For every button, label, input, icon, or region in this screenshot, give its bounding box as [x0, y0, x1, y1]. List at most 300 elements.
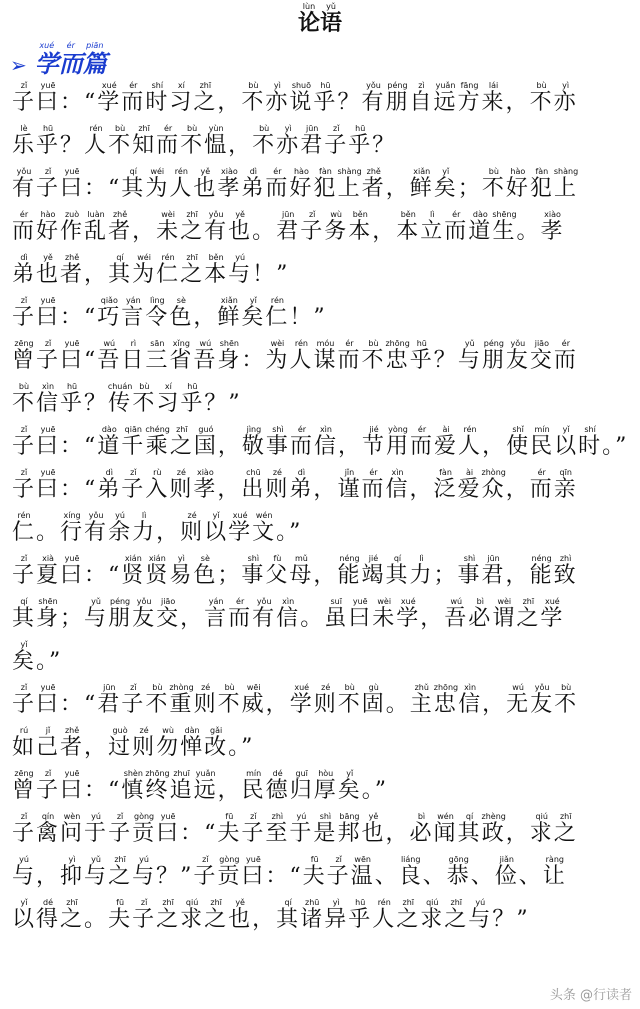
punctuation: 。” [602, 434, 629, 459]
pinyin: bù [361, 339, 386, 348]
pinyin: lùn [297, 2, 320, 11]
pinyin: ér [156, 124, 181, 133]
pinyin: qín [36, 812, 61, 821]
annotated-char: 有yǒu [361, 81, 386, 115]
pinyin: zhì [265, 812, 290, 821]
annotated-char: 弟dì [12, 253, 37, 287]
pinyin: zuò [60, 210, 85, 219]
pinyin: rén [84, 124, 109, 133]
annotated-char: 矣yǐ [337, 769, 362, 803]
pinyin: yǐ [12, 640, 36, 649]
annotated-char: 子zǐ [300, 210, 325, 244]
text-line [12, 339, 630, 382]
annotated-char: 千qiān [121, 425, 146, 459]
pinyin: zēng [12, 339, 36, 348]
pinyin: fàn [433, 468, 458, 477]
text-line [12, 726, 630, 769]
pinyin: zǐ [36, 769, 61, 778]
annotated-char: 传chuán [107, 382, 133, 416]
annotated-char: 节jié [361, 425, 386, 459]
pinyin: dì [97, 468, 122, 477]
pinyin: shàng [553, 167, 579, 176]
pinyin: zhī [169, 425, 194, 434]
punctuation: ， [337, 434, 362, 459]
annotated-char: 为wèi [265, 339, 290, 373]
pinyin: shì [313, 812, 338, 821]
annotated-char: 而ér [121, 81, 146, 115]
pinyin: xìn [276, 597, 301, 606]
annotated-char: 乎hū [313, 81, 338, 115]
pinyin: yǔ [84, 597, 109, 606]
annotated-char: 不bù [252, 124, 277, 158]
pinyin: hào [36, 210, 61, 219]
pinyin: shèn [121, 769, 146, 778]
annotated-char: 诸zhū [300, 898, 325, 932]
pinyin: dì [12, 253, 36, 262]
annotated-char: 民mín [530, 425, 555, 459]
pinyin: yǒu [530, 683, 555, 692]
pinyin: xué [289, 683, 314, 692]
pinyin: zǐ [108, 812, 133, 821]
pinyin: mǔ [289, 554, 314, 563]
annotated-char: 曰yuē [156, 812, 181, 846]
pinyin: guī [289, 769, 314, 778]
annotated-char: 知zhī [132, 124, 157, 158]
pinyin: yòng [386, 425, 410, 434]
pinyin: yǐ [554, 425, 579, 434]
pinyin: xué [396, 597, 421, 606]
annotated-char: 德dé [265, 769, 290, 803]
pinyin: yú [84, 812, 109, 821]
annotated-char: 来lái [481, 81, 506, 115]
punctuation: 。 [516, 219, 541, 244]
annotated-char: 固gù [361, 683, 386, 717]
pinyin: xìn [313, 425, 338, 434]
annotated-char: 日rì [121, 339, 146, 373]
annotated-char: 夫fū [217, 812, 242, 846]
pinyin: ér [410, 425, 435, 434]
annotated-char: 用yòng [386, 425, 411, 459]
punctuation: ， [385, 176, 410, 201]
annotated-char: 而ér [410, 425, 435, 459]
pinyin: shí [145, 81, 170, 90]
annotated-char: 曾zēng [12, 339, 37, 373]
annotated-char: 之zhī [553, 812, 578, 846]
annotated-char: 朋péng [481, 339, 506, 373]
punctuation: ， [505, 821, 530, 846]
pinyin: hū [409, 339, 434, 348]
annotated-char: 敬jìng [241, 425, 266, 459]
annotated-char: 其qí [457, 812, 482, 846]
annotated-char: 温wēn [350, 855, 375, 889]
pinyin: dàn [180, 726, 205, 735]
pinyin: wén [252, 511, 277, 520]
annotated-char: 不bù [12, 382, 37, 416]
annotated-char: 交jiāo [156, 597, 181, 631]
annotated-char: 弟dì [97, 468, 122, 502]
punctuation: ， [505, 477, 530, 502]
pinyin: qí [276, 898, 301, 907]
pinyin: yǒu [204, 210, 229, 219]
annotated-char: 曰yuē [36, 683, 61, 717]
annotated-char: 于yú [84, 812, 109, 846]
pinyin: yuē [36, 81, 61, 90]
pinyin: yuē [156, 812, 181, 821]
annotated-char: 乎hū [348, 898, 373, 932]
annotated-char: 与yǔ [84, 855, 109, 889]
annotated-char: 为wéi [145, 167, 170, 201]
annotated-char: 孝xiào [193, 468, 218, 502]
pinyin: rén [265, 296, 290, 305]
pinyin: zǐ [193, 855, 218, 864]
pinyin: rì [121, 339, 146, 348]
pinyin: yán [204, 597, 229, 606]
pinyin: gòng [132, 812, 157, 821]
pinyin: wéi [132, 253, 157, 262]
annotated-char: 乎hū [409, 339, 434, 373]
annotated-char: 与yú [132, 855, 157, 889]
punctuation: ？” [204, 391, 242, 416]
pinyin: rù [145, 468, 170, 477]
section-title [35, 41, 107, 79]
annotated-char: 人rén [289, 339, 314, 373]
annotated-char: 异yì [324, 898, 349, 932]
annotated-char: 亦yì [265, 81, 290, 115]
annotated-char: 事shì [457, 554, 482, 588]
pinyin: wèn [60, 812, 85, 821]
pinyin: yuǎn [193, 769, 218, 778]
annotated-char: 也yě [36, 253, 61, 287]
pinyin: shēng [492, 210, 517, 219]
pinyin: rén [169, 167, 194, 176]
annotated-char: 至zhì [265, 812, 290, 846]
punctuation: 、 [518, 864, 543, 889]
annotated-char: 是shì [313, 812, 338, 846]
text-line [12, 812, 630, 855]
annotated-char: 忠zhōng [385, 339, 410, 373]
punctuation: 。” [361, 778, 388, 803]
annotated-char: 务wù [324, 210, 349, 244]
pinyin: mín [530, 425, 555, 434]
annotated-char: 子zǐ [326, 855, 351, 889]
annotated-char: 者zhě [108, 210, 133, 244]
pinyin: luàn [84, 210, 109, 219]
pinyin: rén [289, 339, 314, 348]
annotated-char: 力lì [409, 554, 434, 588]
pinyin: xìn [36, 382, 61, 391]
punctuation: ， [217, 90, 242, 115]
pinyin: lè [12, 124, 36, 133]
annotated-char: 子zǐ [12, 683, 37, 717]
pinyin: jiāo [156, 597, 181, 606]
annotated-char: 吾wú [444, 597, 469, 631]
pinyin: zǐ [241, 812, 266, 821]
punctuation: ？ [372, 133, 397, 158]
pinyin: yǐ [433, 167, 458, 176]
annotated-char: 事shì [265, 425, 290, 459]
pinyin: dào [97, 425, 122, 434]
annotated-char: 己jǐ [36, 726, 61, 760]
annotated-char: 本běn [348, 210, 373, 244]
annotated-char: 其qí [276, 898, 301, 932]
annotated-char: 子zǐ [36, 339, 61, 373]
pinyin: bù [132, 382, 157, 391]
annotated-char: 谋móu [313, 339, 338, 373]
annotated-char: 与yǔ [457, 339, 482, 373]
annotated-char: 之zhī [180, 253, 205, 287]
annotated-char: 巧qiǎo [97, 296, 122, 330]
annotated-char: 贡gòng [217, 855, 242, 889]
annotated-char: 邦bāng [337, 812, 362, 846]
pinyin: wēn [350, 855, 375, 864]
pinyin: péng [481, 339, 506, 348]
annotated-char: 之zhī [60, 898, 85, 932]
pinyin: yuē [60, 339, 85, 348]
punctuation: ， [482, 434, 507, 459]
annotated-char: 母mǔ [289, 554, 314, 588]
pinyin: bù [241, 81, 266, 90]
pinyin: chū [241, 468, 266, 477]
annotated-char: 学xué [396, 597, 421, 631]
annotated-char: 也yě [361, 812, 386, 846]
pinyin: yì [265, 81, 290, 90]
punctuation: ：“ [84, 176, 122, 201]
pinyin: zǐ [12, 554, 37, 563]
annotated-char: 之zhī [193, 81, 218, 115]
pinyin: rén [156, 253, 181, 262]
punctuation: ？” [492, 907, 530, 932]
annotated-char: 曰yuē [348, 597, 373, 631]
pinyin: zé [169, 468, 194, 477]
pinyin: piān [82, 41, 107, 50]
pinyin: yǒu [84, 511, 109, 520]
pinyin: jié [361, 425, 386, 434]
annotated-char: 学xué [34, 41, 59, 78]
text-line [12, 855, 630, 898]
pinyin: ér [444, 210, 469, 219]
pinyin: wèi [372, 597, 397, 606]
pinyin: néng [529, 554, 554, 563]
pinyin: guò [108, 726, 133, 735]
pinyin: zhī [180, 210, 205, 219]
annotated-char: 也yě [228, 210, 253, 244]
pinyin: wú [444, 597, 469, 606]
pinyin: yǒu [132, 597, 157, 606]
annotated-char: 得dé [36, 898, 61, 932]
annotated-char: 求qiú [529, 812, 554, 846]
annotated-char: 不bù [554, 683, 579, 717]
pinyin: shí [578, 425, 603, 434]
punctuation: ：“ [60, 692, 98, 717]
annotated-char: 易yì [169, 554, 194, 588]
pinyin: běn [396, 210, 421, 219]
annotated-char: 之zhī [156, 898, 181, 932]
pinyin: yì [169, 554, 194, 563]
punctuation: 。” [36, 649, 63, 674]
annotated-char: 人rén [169, 167, 194, 201]
pinyin: qiú [529, 812, 554, 821]
annotated-char: 说shuō [289, 81, 314, 115]
pinyin: zé [132, 726, 157, 735]
punctuation: 。 [36, 520, 61, 545]
annotated-char: 乱luàn [84, 210, 109, 244]
text-line [12, 296, 630, 339]
annotated-char: 不bù [108, 124, 133, 158]
annotated-char: 之zhī [169, 425, 194, 459]
annotated-char: 则zé [169, 468, 194, 502]
punctuation: ， [36, 864, 61, 889]
annotated-char: 曰yuē [36, 468, 61, 502]
punctuation: 。” [228, 735, 255, 760]
pinyin: guó [193, 425, 218, 434]
annotated-char: 其qí [12, 597, 37, 631]
annotated-char: 则zé [193, 683, 218, 717]
annotated-char: 追zhuī [169, 769, 194, 803]
pinyin: zhī [156, 898, 181, 907]
pinyin: sè [193, 554, 218, 563]
pinyin: qí [457, 812, 482, 821]
pinyin: zhòng [169, 683, 194, 692]
annotated-char: 乎hū [36, 124, 61, 158]
pinyin: zhèng [481, 812, 506, 821]
pinyin: zhī [204, 898, 229, 907]
annotated-char: 子zǐ [12, 296, 37, 330]
annotated-char: 亦yì [553, 81, 578, 115]
annotated-char: 忠zhōng [433, 683, 459, 717]
annotated-char: 子zǐ [121, 468, 146, 502]
pinyin: xiǎn [409, 167, 434, 176]
annotated-char: 重zhòng [169, 683, 194, 717]
pinyin: xué [34, 41, 59, 50]
pinyin: xìn [458, 683, 483, 692]
annotated-char: 贡gòng [132, 812, 157, 846]
pinyin: xiào [540, 210, 565, 219]
pinyin: chuán [107, 382, 133, 391]
pinyin: zēng [12, 769, 36, 778]
annotated-char: 民mín [241, 769, 266, 803]
annotated-char: 不bù [361, 339, 386, 373]
annotated-char: 省xǐng [169, 339, 194, 373]
punctuation: ， [482, 692, 507, 717]
pinyin: fàn [529, 167, 554, 176]
annotated-char: 其qí [108, 253, 133, 287]
annotated-char: 者zhě [361, 167, 386, 201]
text-line [12, 898, 630, 941]
punctuation: ：“ [84, 563, 122, 588]
punctuation: ； [60, 606, 85, 631]
pinyin: zhī [108, 855, 133, 864]
annotated-char: 而ér [529, 468, 554, 502]
annotated-char: 之zhī [180, 210, 205, 244]
pinyin: zé [180, 511, 205, 520]
annotated-char: 之zhī [444, 898, 469, 932]
annotated-char: 入rù [145, 468, 170, 502]
pinyin: bù [481, 167, 506, 176]
pinyin: ér [361, 468, 386, 477]
annotated-char: 曰yuē [241, 855, 266, 889]
pinyin: jǐn [337, 468, 362, 477]
pinyin: běn [204, 253, 229, 262]
pinyin: zǐ [132, 898, 157, 907]
pinyin: jìng [241, 425, 266, 434]
annotated-char: 作zuò [60, 210, 85, 244]
annotated-char: 上shàng [337, 167, 362, 201]
annotated-char: 时shí [578, 425, 603, 459]
pinyin: jūn [276, 210, 301, 219]
pinyin: péng [108, 597, 133, 606]
annotated-char: 其qí [385, 554, 410, 588]
text-line [12, 597, 630, 640]
annotated-char: 改gǎi [204, 726, 229, 760]
annotated-char: 论lùn [297, 2, 320, 36]
annotated-char: 友yǒu [132, 597, 157, 631]
annotated-char: 子zǐ [12, 812, 37, 846]
annotated-char: 道dào [468, 210, 493, 244]
annotated-char: 不bù [132, 382, 157, 416]
pinyin: wēi [241, 683, 266, 692]
pinyin: yuē [60, 769, 85, 778]
annotated-char: 政zhèng [481, 812, 506, 846]
pinyin: bì [409, 812, 434, 821]
annotated-char: 抑yì [60, 855, 85, 889]
pinyin: fū [108, 898, 133, 907]
annotated-char: 夏xià [36, 554, 61, 588]
annotated-char: 俭jiǎn [494, 855, 519, 889]
pinyin: zhě [108, 210, 133, 219]
pinyin: wéi [145, 167, 170, 176]
punctuation: ； [217, 563, 242, 588]
annotated-char: 力lì [132, 511, 157, 545]
annotated-char: 过guò [108, 726, 133, 760]
annotated-char: 问wèn [60, 812, 85, 846]
pinyin: qiú [180, 898, 205, 907]
annotated-char: 乐lè [12, 124, 37, 158]
pinyin: ér [12, 210, 36, 219]
pinyin: zé [193, 683, 218, 692]
pinyin: yě [228, 210, 253, 219]
annotated-char: 使shǐ [506, 425, 531, 459]
punctuation: 。 [252, 219, 277, 244]
pinyin: yú [132, 855, 157, 864]
punctuation: ， [84, 735, 109, 760]
annotated-char: 有yǒu [12, 167, 37, 201]
pinyin: yuē [36, 425, 61, 434]
annotated-char: 让ràng [542, 855, 567, 889]
text-line [12, 511, 630, 554]
annotated-char: 谓wèi [492, 597, 517, 631]
punctuation: “ [84, 348, 98, 373]
annotated-char: 乘chéng [145, 425, 170, 459]
pinyin: ér [289, 425, 314, 434]
pinyin: yǒu [505, 339, 530, 348]
annotated-char: 致zhì [553, 554, 578, 588]
text-line [12, 253, 630, 296]
annotated-char: 方fāng [457, 81, 482, 115]
annotated-char: 与yú [12, 855, 37, 889]
punctuation: 。 [385, 692, 410, 717]
pinyin: yuē [36, 468, 61, 477]
annotated-char: 曰yuē [60, 769, 85, 803]
annotated-char: 习xí [169, 81, 194, 115]
pinyin: yǒu [252, 597, 277, 606]
annotated-char: 孝xiào [217, 167, 242, 201]
text-line [12, 640, 630, 683]
punctuation: ！” [252, 262, 290, 287]
annotated-char: 求qiú [420, 898, 445, 932]
pinyin: wú [97, 339, 122, 348]
pinyin: ràng [542, 855, 567, 864]
pinyin: zhě [361, 167, 386, 176]
